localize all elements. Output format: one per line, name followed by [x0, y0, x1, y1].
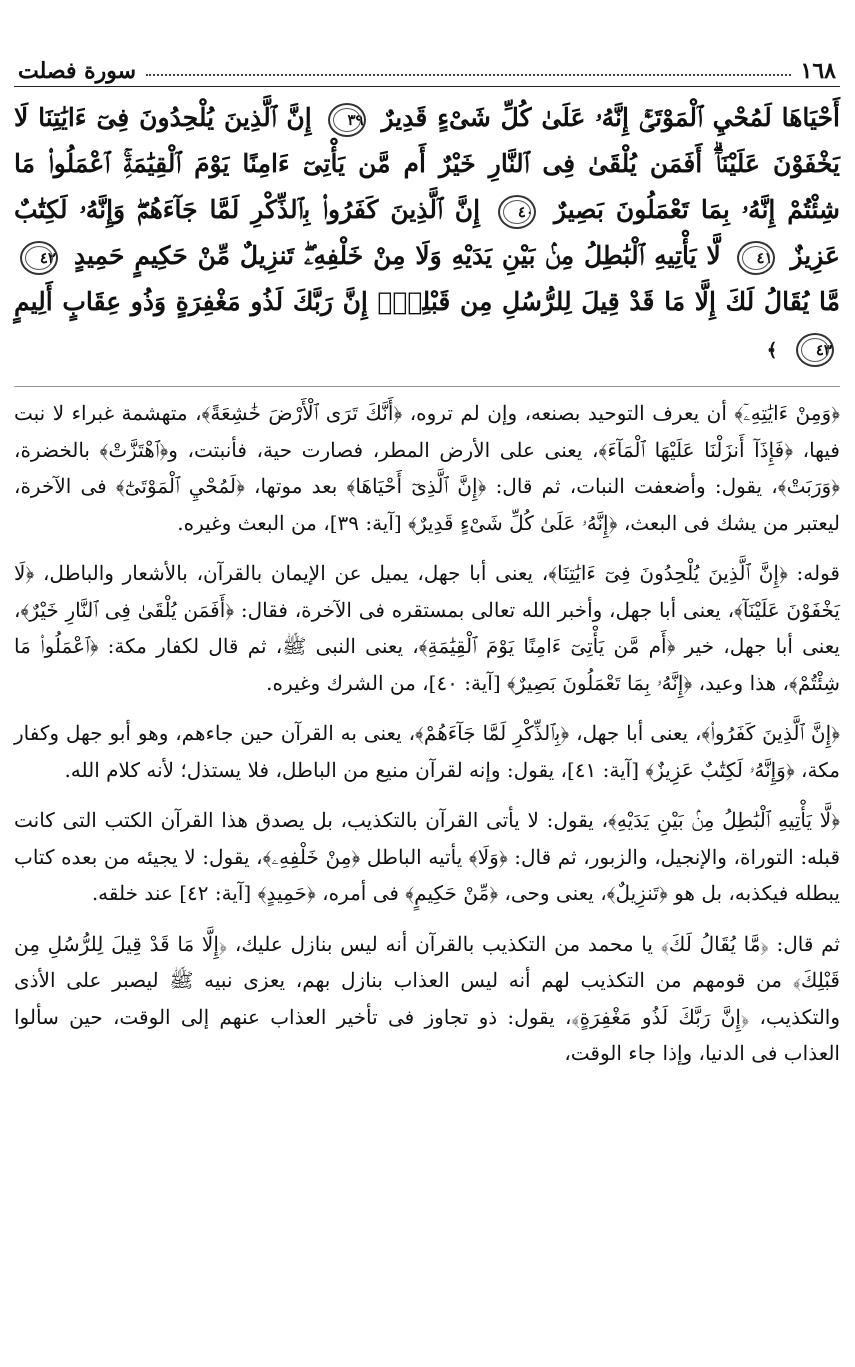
- tafsir-paragraph: ﴿إِنَّ ٱلَّذِينَ كَفَرُوا۟﴾، يعنى أبا جهل، ﴿بِٱلذِّكْرِ لَمَّا جَآءَهُمْ﴾، يعنى به القرآن حين جاءهم، وهو أبو جهل وكفار مكة، ﴿وَإِنَّهُۥ لَكِتَٰبٌ عَزِيزٌ﴾ [آية: ٤١]، يقول: وإنه لقرآن منيع من الباطل، فلا يستذل؛ لأنه كلام الله.: [14, 721, 840, 782]
- verse-end-ornament: ﴾: [766, 340, 778, 361]
- ayah-number-marker: ٣٩: [328, 103, 366, 137]
- ayah-number-marker: ٤٣: [796, 333, 834, 367]
- quran-verse-41: إِنَّ ٱلَّذِينَ كَفَرُوا۟ بِٱلذِّكْرِ لَمَّا جَآءَهُمْۖ وَإِنَّهُۥ لَكِتَٰبٌ عَزِيزٌ: [14, 195, 840, 270]
- tafsir-paragraph: ثم قال: ﴿مَّا يُقَالُ لَكَ﴾ يا محمد من التكذيب بالقرآن أنه ليس بنازل عليك، ﴿إِلَّا مَا قَدْ قِيلَ لِلرُّسُلِ مِن قَبْلِكَ﴾ من قومهم من التكذيب لهم أنه ليس العذاب بنازل بهم، يعزى نبيه ﷺ ليصبر على الأذى والتكذيب، ﴿إِنَّ رَبَّكَ لَذُو مَغْفِرَةٍ﴾، يقول: ذو تجاوز فى تأخير العذاب عنهم إلى الوقت، حين سألوا العذاب فى الدنيا، وإذا جاء الوقت،: [14, 931, 840, 1065]
- header-dot-leader: [146, 74, 790, 76]
- quran-verse-43: مَّا يُقَالُ لَكَ إِلَّا مَا قَدْ قِيلَ لِلرُّسُلِ مِن قَبْلِكَۚ إِنَّ رَبَّكَ لَذُو مَغْفِرَةٍ وَذُو عِقَابٍ أَلِيمٍ: [14, 287, 840, 316]
- ayah-number-marker: ٤١: [737, 241, 775, 275]
- ayah-number-marker: ٤٠: [498, 195, 536, 229]
- section-divider: [14, 386, 840, 387]
- ayah-number-marker: ٤٢: [20, 241, 58, 275]
- book-page: [14, 50, 840, 1360]
- tafsir-paragraph: ﴿وَمِنْ ءَايَٰتِهِۦٓ﴾ أن يعرف التوحيد بصنعه، وإن لم تروه، ﴿أَنَّكَ تَرَى ٱلْأَرْضَ خَٰشِعَةً﴾، متهشمة غبراء لا نبت فيها، ﴿فَإِذَآ أَنزَلْنَا عَلَيْهَا ٱلْمَآءَ﴾، يعنى على الأرض المطر، فصارت حية، فأنبتت، و﴿ٱهْتَزَّتْ﴾ بالخضرة، ﴿وَرَبَتْ﴾، يقول: وأضعفت النبات، ثم قال: ﴿إِنَّ ٱلَّذِىٓ أَحْيَاهَا﴾ بعد موتها، ﴿لَمُحْيِ ٱلْمَوْتَىٰٓ﴾ فى الآخرة، ليعتبر من يشك فى البعث، ﴿إِنَّهُۥ عَلَىٰ كُلِّ شَىْءٍ قَدِيرٌ﴾ [آية: ٣٩]، من البعث وغيره.: [14, 401, 840, 535]
- tafsir-paragraph: قوله: ﴿إِنَّ ٱلَّذِينَ يُلْحِدُونَ فِىٓ ءَايَٰتِنَا﴾، يعنى أبا جهل، يميل عن الإيمان بالقرآن، بالأشعار والباطل، ﴿لَا يَخْفَوْنَ عَلَيْنَآ﴾، يعنى أبا جهل، وأخبر الله تعالى بمستقره فى الآخرة، فقال: ﴿أَفَمَن يُلْقَىٰ فِى ٱلنَّارِ خَيْرٌ﴾، يعنى أبا جهل، خير ﴿أَم مَّن يَأْتِىٓ ءَامِنًا يَوْمَ ٱلْقِيَٰمَةِ﴾، يعنى النبى ﷺ، ثم قال لكفار مكة: ﴿ٱعْمَلُوا۟ مَا شِئْتُمْ﴾، هذا وعيد، ﴿إِنَّهُۥ بِمَا تَعْمَلُونَ بَصِيرٌ﴾ [آية: ٤٠]، من الشرك وغيره.: [14, 561, 840, 695]
- page-number: ١٦٨: [800, 58, 836, 84]
- tafsir-paragraph: ﴿لَّا يَأْتِيهِ ٱلْبَٰطِلُ مِنۢ بَيْنِ يَدَيْهِ﴾، يقول: لا يأتى القرآن بالتكذيب، بل يصدق هذا القرآن الكتب التى كانت قبله: التوراة، والإنجيل، والزبور، ثم قال: ﴿وَلَا﴾ يأتيه الباطل ﴿مِنْ خَلْفِهِۦ﴾، يقول: لا يجيئه من بعده كتاب يبطله فيكذبه، بل هو ﴿تَنزِيلٌ﴾، يعنى وحى، ﴿مِّنْ حَكِيمٍ﴾ فى أمره، ﴿حَمِيدٍ﴾ [آية: ٤٢] عند خلقه.: [14, 808, 840, 905]
- quran-text-block: [14, 95, 840, 374]
- page-header: [14, 50, 840, 87]
- quran-verse-40: إِنَّ ٱلَّذِينَ يُلْحِدُونَ فِىٓ ءَايَٰتِنَا لَا يَخْفَوْنَ عَلَيْنَآۗ أَفَمَن يُلْقَىٰ فِى ٱلنَّارِ خَيْرٌ أَم مَّن يَأْتِىٓ ءَامِنًا يَوْمَ ٱلْقِيَٰمَةِۚ ٱعْمَلُوا۟ مَا شِئْتُمْ إِنَّهُۥ بِمَا تَعْمَلُونَ بَصِيرٌ: [14, 103, 840, 224]
- quran-verse-39: أَحْيَاهَا لَمُحْيِ ٱلْمَوْتَىٰٓۚ إِنَّهُۥ عَلَىٰ كُلِّ شَىْءٍ قَدِيرٌ: [381, 103, 840, 132]
- quran-verse-42: لَّا يَأْتِيهِ ٱلْبَٰطِلُ مِنۢ بَيْنِ يَدَيْهِ وَلَا مِنْ خَلْفِهِۦۖ تَنزِيلٌ مِّنْ حَكِيمٍ حَمِيدٍ: [73, 241, 721, 270]
- surah-name: سورة فصلت: [18, 58, 137, 84]
